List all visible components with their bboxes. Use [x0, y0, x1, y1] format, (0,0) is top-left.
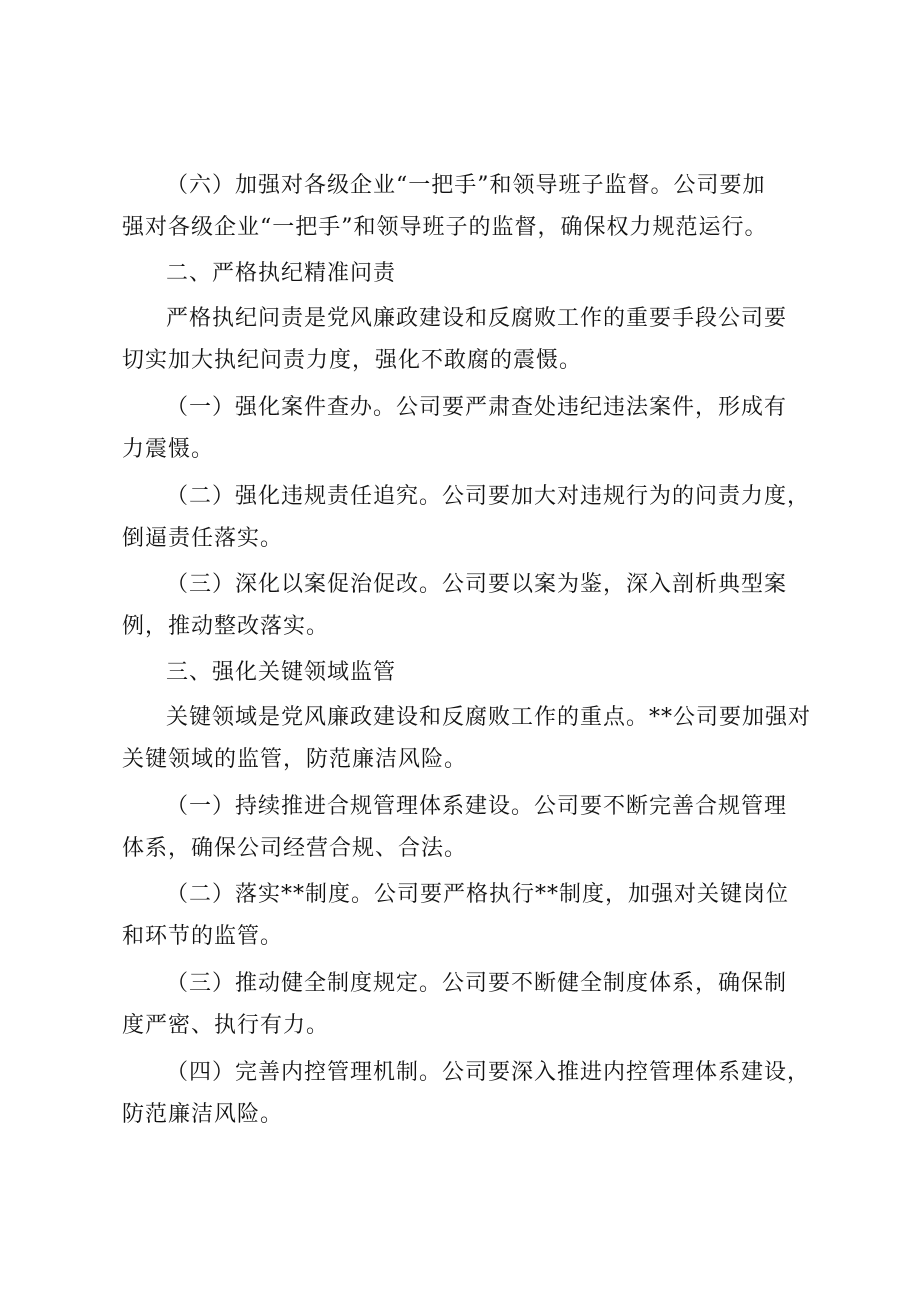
paragraph-line: 严格执纪问责是党风廉政建设和反腐败工作的重要手段公司要 — [166, 306, 788, 331]
paragraph-improve-regulations — [122, 963, 822, 1047]
paragraph-line: 度严密、执行有力。 — [122, 1013, 330, 1038]
paragraph-line: （一）持续推进合规管理体系建设。公司要不断完善合规管理 — [166, 794, 788, 819]
paragraph-case-lessons — [122, 564, 822, 648]
paragraph-line: （一）强化案件查办。公司要严肃查处违纪违法案件，形成有 — [166, 395, 788, 420]
paragraph-line: 例，推动整改落实。 — [122, 614, 330, 639]
paragraph-line: 防范廉洁风险。 — [122, 1102, 284, 1127]
paragraph-leader-supervision — [122, 165, 822, 249]
paragraph-key-areas-intro — [122, 697, 822, 781]
paragraph-discipline-intro — [122, 298, 822, 382]
paragraph-compliance-system — [122, 786, 822, 870]
paragraph-line: 关键领域是党风廉政建设和反腐败工作的重点。**公司要加强对 — [166, 705, 812, 730]
heading-text: 二、严格执纪精准问责 — [166, 261, 397, 286]
paragraph-internal-control — [122, 1052, 822, 1136]
paragraph-line: （三）推动健全制度规定。公司要不断健全制度体系，确保制 — [166, 971, 788, 996]
paragraph-case-handling — [122, 387, 822, 471]
paragraph-line: 强对各级企业“一把手”和领导班子的监督，确保权力规范运行。 — [122, 215, 768, 240]
section-heading-2 — [122, 253, 822, 295]
paragraph-line: 体系，确保公司经营合规、合法。 — [122, 836, 468, 861]
paragraph-line: 切实加大执纪问责力度，强化不敢腐的震慑。 — [122, 348, 583, 373]
paragraph-line: （四）完善内控管理机制。公司要深入推进内控管理体系建设， — [166, 1060, 811, 1085]
heading-text: 三、强化关键领域监管 — [166, 660, 397, 685]
paragraph-line: （二）落实**制度。公司要严格执行**制度，加强对关键岗位 — [166, 882, 790, 907]
paragraph-line: （二）强化违规责任追究。公司要加大对违规行为的问责力度， — [166, 484, 811, 509]
paragraph-line: 倒逼责任落实。 — [122, 526, 284, 551]
paragraph-line: 力震慑。 — [122, 437, 215, 462]
paragraph-line: （三）深化以案促治促改。公司要以案为鉴，深入剖析典型案 — [166, 572, 788, 597]
paragraph-line: （六）加强对各级企业“一把手”和领导班子监督。公司要加 — [166, 173, 766, 198]
section-heading-3 — [122, 652, 822, 694]
paragraph-line: 和环节的监管。 — [122, 924, 284, 949]
paragraph-implement-system — [122, 874, 822, 958]
paragraph-accountability — [122, 476, 822, 560]
paragraph-line: 关键领域的监管，防范廉洁风险。 — [122, 747, 468, 772]
